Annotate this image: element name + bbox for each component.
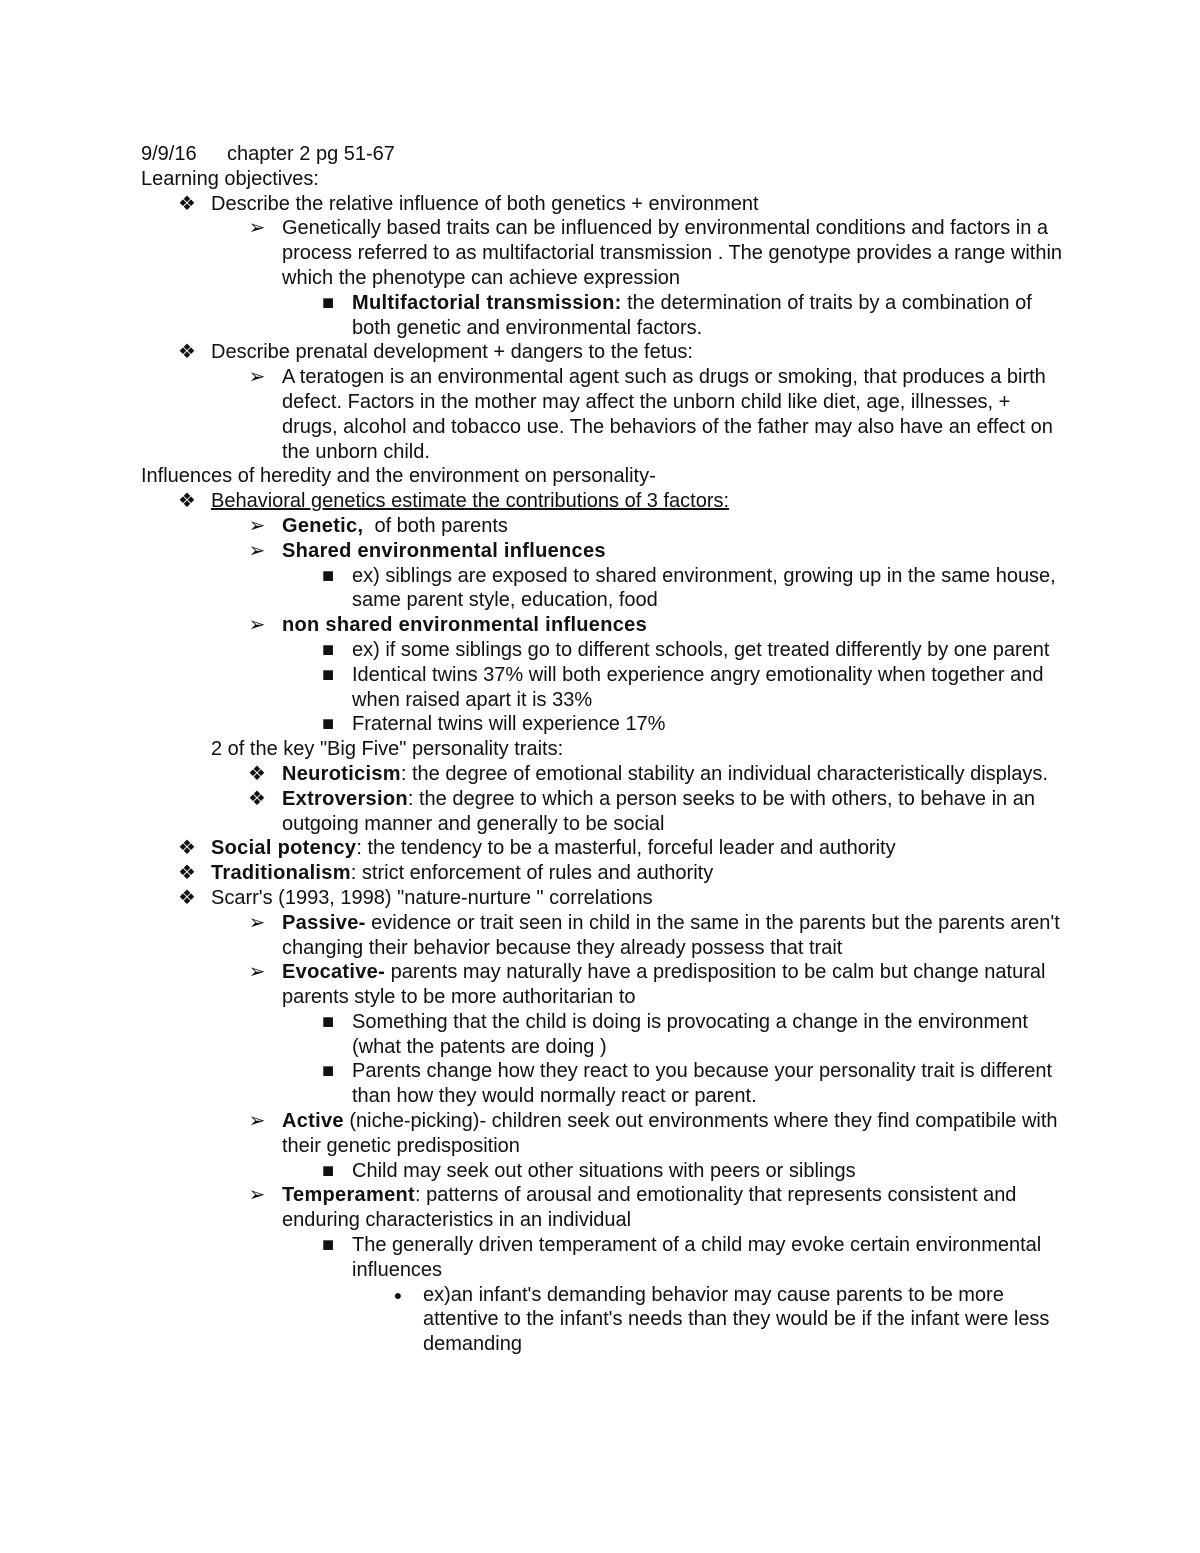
- list-item: ➢ A teratogen is an environmental agent such as drugs or smoking, that produces a birth defect. Factors in the mother may affect the unborn child like diet, age, illnesses, + drugs, alcohol and tobacco use. The behaviors of the father may also have an effect on the unborn child.: [141, 365, 1071, 464]
- list-item: ■ Something that the child is doing is provocating a change in the environment (what the patents are doing ): [141, 1010, 1071, 1060]
- list-item: [141, 539, 1071, 564]
- list-item: ❖ Behavioral genetics estimate the contributions of 3 factors:: [141, 489, 1071, 514]
- term: Extroversion: [282, 787, 408, 810]
- arrow-bullet-icon: ➢: [248, 1110, 266, 1133]
- list-item: ■ Child may seek out other situations with peers or siblings: [141, 1159, 1071, 1184]
- arrow-bullet-icon: ➢: [248, 1184, 266, 1207]
- list-item: ❖ Social potency: the tendency to be a masterful, forceful leader and authority: [141, 836, 1071, 861]
- list-item: [141, 613, 1071, 638]
- list-item: ❖ Extroversion: the degree to which a person seeks to be with others, to behave in an outgoing manner and generally to be social: [141, 787, 1071, 837]
- list-item: ❖ Describe the relative influence of both genetics + environment: [141, 192, 1071, 217]
- arrow-bullet-icon: ➢: [248, 614, 266, 637]
- square-bullet-icon: ■: [321, 564, 335, 587]
- sub-heading: 2 of the key "Big Five" personality traits:: [211, 738, 564, 761]
- list-item: ➢ Active (niche-picking)- children seek out environments where they find compatibile with their genetic predisposition: [141, 1109, 1071, 1159]
- diamond-bullet-icon: ❖: [178, 490, 196, 513]
- diamond-bullet-icon: ❖: [248, 787, 266, 810]
- term: non shared environmental influences: [282, 614, 648, 637]
- arrow-bullet-icon: ➢: [248, 539, 266, 562]
- diamond-bullet-icon: ❖: [178, 192, 196, 215]
- term: Genetic,: [282, 514, 364, 537]
- list-item: ● ex)an infant's demanding behavior may cause parents to be more attentive to the infant's needs than they would be if the infant were less demanding: [141, 1283, 1071, 1357]
- dot-bullet-icon: ●: [393, 1286, 403, 1303]
- square-bullet-icon: ■: [321, 1010, 335, 1033]
- list-item: ➢ Passive- evidence or trait seen in child in the same in the parents but the parents aren't changing their behavior because they already possess that trait: [141, 911, 1071, 961]
- term: Shared environmental influences: [282, 539, 606, 562]
- arrow-bullet-icon: ➢: [248, 514, 266, 537]
- term: Active: [282, 1110, 344, 1133]
- list-item: ➢ Genetic, of both parents: [141, 514, 1071, 539]
- section-heading: Influences of heredity and the environment on personality-: [141, 465, 656, 488]
- notes-body: [141, 142, 1071, 1357]
- square-bullet-icon: ■: [321, 663, 335, 686]
- list-item: ■ Multifactorial transmission: the determination of traits by a combination of both genetic and environmental factors.: [141, 291, 1071, 341]
- section-heading: Learning objectives:: [141, 167, 319, 190]
- term: Evocative-: [282, 961, 386, 984]
- square-bullet-icon: ■: [321, 638, 335, 661]
- list-item: ■ ex) if some siblings go to different schools, get treated differently by one parent: [141, 638, 1071, 663]
- term: Temperament: [282, 1184, 415, 1207]
- list-item: ➢ Temperament: patterns of arousal and emotionality that represents consistent and enduring characteristics in an individual: [141, 1183, 1071, 1233]
- term: Multifactorial transmission:: [352, 291, 622, 314]
- diamond-bullet-icon: ❖: [178, 886, 196, 909]
- arrow-bullet-icon: ➢: [248, 217, 266, 240]
- list-item: ➢ Genetically based traits can be influenced by environmental conditions and factors in a process referred to as multifactorial transmission . The genotype provides a range within which the phenotype can achieve expression: [141, 216, 1071, 290]
- date: 9/9/16: [141, 143, 197, 165]
- diamond-bullet-icon: ❖: [178, 341, 196, 364]
- list-item: ■ Parents change how they react to you because your personality trait is different than how they would normally react or parent.: [141, 1059, 1071, 1109]
- arrow-bullet-icon: ➢: [248, 961, 266, 984]
- arrow-bullet-icon: ➢: [248, 366, 266, 389]
- list-item: ■ The generally driven temperament of a child may evoke certain environmental influences: [141, 1233, 1071, 1283]
- square-bullet-icon: ■: [321, 1234, 335, 1257]
- square-bullet-icon: ■: [321, 291, 335, 314]
- diamond-bullet-icon: ❖: [178, 862, 196, 885]
- list-item: ❖ Describe prenatal development + dangers to the fetus:: [141, 340, 1071, 365]
- term: Neuroticism: [282, 762, 401, 785]
- square-bullet-icon: ■: [321, 713, 335, 736]
- header-line: [141, 142, 1071, 167]
- list-item: ■ Fraternal twins will experience 17%: [141, 712, 1071, 737]
- arrow-bullet-icon: ➢: [248, 911, 266, 934]
- list-item: ■ Identical twins 37% will both experience angry emotionality when together and when raised apart it is 33%: [141, 663, 1071, 713]
- list-item: ❖ Traditionalism: strict enforcement of rules and authority: [141, 861, 1071, 886]
- diamond-bullet-icon: ❖: [178, 837, 196, 860]
- square-bullet-icon: ■: [321, 1159, 335, 1182]
- term: Social potency: [211, 837, 357, 860]
- list-item: ■ ex) siblings are exposed to shared environment, growing up in the same house, same parent style, education, food: [141, 564, 1071, 614]
- chapter-ref: chapter 2 pg 51-67: [227, 143, 395, 165]
- diamond-bullet-icon: ❖: [248, 762, 266, 785]
- term: Traditionalism: [211, 862, 351, 885]
- list-item: ❖ Neuroticism: the degree of emotional stability an individual characteristically displays.: [141, 762, 1071, 787]
- term: Passive-: [282, 911, 366, 934]
- square-bullet-icon: ■: [321, 1060, 335, 1083]
- list-item: ❖ Scarr's (1993, 1998) "nature-nurture " correlations: [141, 886, 1071, 911]
- list-item: ➢ Evocative- parents may naturally have a predisposition to be calm but change natural parents style to be more authoritarian to: [141, 960, 1071, 1010]
